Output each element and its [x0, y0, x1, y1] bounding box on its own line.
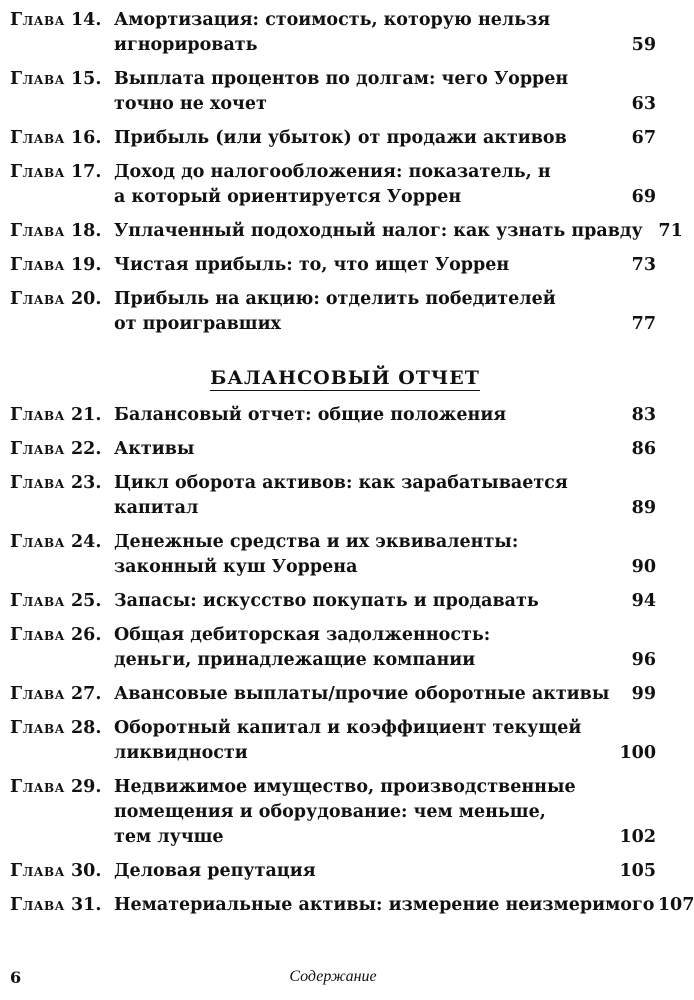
chapter-label	[10, 253, 114, 278]
chapter-title-line: помещения и оборудование: чем меньше,	[114, 802, 546, 822]
chapter-label	[10, 8, 114, 33]
chapter-title	[114, 8, 616, 58]
chapter-title	[114, 126, 616, 151]
chapter-title	[114, 589, 616, 614]
chapter-word: Глава	[10, 861, 65, 881]
page-ref: 71	[658, 221, 683, 241]
chapter-title-line: Оборотный капитал и коэффициент текущей	[114, 718, 582, 738]
chapter-label	[10, 126, 114, 151]
page-number: 6	[10, 968, 22, 987]
chapter-word: Глава	[10, 255, 65, 275]
toc-entry	[10, 530, 656, 580]
chapter-title	[114, 160, 616, 210]
page-ref: 100	[619, 743, 656, 763]
chapter-number: 27.	[70, 684, 102, 704]
page-ref: 99	[631, 684, 656, 704]
chapter-word: Глава	[10, 405, 65, 425]
chapter-title	[114, 67, 616, 117]
chapter-title	[114, 437, 616, 462]
page-ref: 94	[631, 591, 656, 611]
chapter-label	[10, 160, 114, 185]
chapter-number: 25.	[70, 591, 102, 611]
running-title: Содержание	[289, 968, 377, 985]
page-footer	[10, 968, 656, 992]
chapter-number: 15.	[70, 69, 102, 89]
chapter-title-line: Выплата процентов по долгам: чего Уоррен	[114, 69, 569, 89]
page-ref: 63	[631, 94, 656, 114]
toc-entry	[10, 287, 656, 337]
page-ref: 89	[631, 498, 656, 518]
chapter-number: 16.	[70, 128, 102, 148]
toc-entry	[10, 126, 656, 151]
toc-entry	[10, 253, 656, 278]
chapter-title-line: Авансовые выплаты/прочие оборотные активы	[114, 684, 610, 704]
chapter-title-line: капитал	[114, 498, 199, 518]
chapter-number: 23.	[70, 473, 102, 493]
chapter-title	[114, 775, 616, 850]
chapter-title-line: от проигравших	[114, 314, 281, 334]
toc-entry	[10, 471, 656, 521]
chapter-word: Глава	[10, 777, 65, 797]
chapter-word: Глава	[10, 128, 65, 148]
chapter-title-line: Нематериальные активы: измерение неизмеримого	[114, 895, 655, 915]
chapter-title	[114, 287, 616, 337]
toc-entry	[10, 716, 656, 766]
chapter-title-line: точно не хочет	[114, 94, 267, 114]
chapter-word: Глава	[10, 473, 65, 493]
chapter-title	[114, 253, 616, 278]
chapter-label	[10, 682, 114, 707]
page-ref: 90	[631, 557, 656, 577]
chapter-title-line: ликвидности	[114, 743, 248, 763]
chapter-number: 22.	[70, 439, 102, 459]
page-ref: 83	[631, 405, 656, 425]
chapter-number: 31.	[70, 895, 102, 915]
toc-part-balance	[10, 403, 694, 918]
chapter-number: 17.	[70, 162, 102, 182]
chapter-title-line: Амортизация: стоимость, которую нельзя	[114, 10, 551, 30]
page-ref: 69	[631, 187, 656, 207]
chapter-label	[10, 716, 114, 741]
chapter-title-line: деньги, принадлежащие компании	[114, 650, 476, 670]
toc-entry	[10, 67, 656, 117]
toc-entry	[10, 160, 656, 210]
toc-entry	[10, 589, 656, 614]
toc-entry	[10, 893, 694, 918]
section-heading	[10, 367, 656, 389]
chapter-title-line: Денежные средства и их эквиваленты:	[114, 532, 519, 552]
chapter-title-line: Уплаченный подоходный налог: как узнать правду	[114, 221, 643, 241]
chapter-number: 21.	[70, 405, 102, 425]
chapter-title-line: а который ориентируется Уоррен	[114, 187, 462, 207]
toc-entry	[10, 219, 683, 244]
chapter-word: Глава	[10, 10, 65, 30]
chapter-word: Глава	[10, 69, 65, 89]
chapter-number: 24.	[70, 532, 102, 552]
chapter-label	[10, 67, 114, 92]
chapter-word: Глава	[10, 221, 65, 241]
chapter-title-line: игнорировать	[114, 35, 258, 55]
chapter-title-line: тем лучше	[114, 827, 224, 847]
chapter-title-line: Запасы: искусство покупать и продавать	[114, 591, 539, 611]
toc-entry	[10, 859, 656, 884]
chapter-label	[10, 589, 114, 614]
page-ref: 96	[631, 650, 656, 670]
page-ref: 73	[631, 255, 656, 275]
chapter-word: Глава	[10, 591, 65, 611]
chapter-number: 19.	[70, 255, 102, 275]
toc-entry	[10, 775, 656, 850]
chapter-number: 18.	[70, 221, 102, 241]
chapter-title	[114, 859, 616, 884]
chapter-title-line: Недвижимое имущество, производственные	[114, 777, 576, 797]
chapter-title	[114, 530, 616, 580]
chapter-title-line: законный куш Уоррена	[114, 557, 358, 577]
page-ref: 67	[631, 128, 656, 148]
chapter-word: Глава	[10, 439, 65, 459]
chapter-title-line: Прибыль на акцию: отделить победителей	[114, 289, 556, 309]
page-ref: 77	[631, 314, 656, 334]
chapter-title	[114, 623, 616, 673]
page-ref: 105	[619, 861, 656, 881]
chapter-number: 28.	[70, 718, 102, 738]
toc-part-income	[10, 8, 683, 337]
chapter-label	[10, 219, 114, 244]
chapter-title	[114, 893, 654, 918]
chapter-number: 14.	[70, 10, 102, 30]
toc-entry	[10, 623, 656, 673]
toc-entry	[10, 437, 656, 462]
chapter-label	[10, 437, 114, 462]
chapter-word: Глава	[10, 532, 65, 552]
chapter-word: Глава	[10, 625, 65, 645]
toc-entry	[10, 403, 656, 428]
toc-entry	[10, 682, 656, 707]
toc-entry	[10, 8, 656, 58]
chapter-number: 20.	[70, 289, 102, 309]
table-of-contents	[10, 8, 694, 927]
page-ref: 107	[657, 895, 694, 915]
chapter-title-line: Доход до налогообложения: показатель, н	[114, 162, 551, 182]
chapter-title	[114, 682, 616, 707]
chapter-title-line: Чистая прибыль: то, что ищет Уоррен	[114, 255, 510, 275]
chapter-label	[10, 893, 114, 918]
chapter-label	[10, 471, 114, 496]
chapter-number: 29.	[70, 777, 102, 797]
chapter-label	[10, 287, 114, 312]
chapter-label	[10, 775, 114, 800]
chapter-title	[114, 219, 643, 244]
chapter-word: Глава	[10, 289, 65, 309]
page-ref: 102	[619, 827, 656, 847]
chapter-title	[114, 471, 616, 521]
chapter-number: 30.	[70, 861, 102, 881]
chapter-word: Глава	[10, 718, 65, 738]
chapter-label	[10, 403, 114, 428]
chapter-title-line: Цикл оборота активов: как зарабатывается	[114, 473, 568, 493]
chapter-title	[114, 716, 616, 766]
chapter-number: 26.	[70, 625, 102, 645]
page-ref: 86	[631, 439, 656, 459]
chapter-word: Глава	[10, 684, 65, 704]
chapter-word: Глава	[10, 162, 65, 182]
chapter-title-line: Деловая репутация	[114, 861, 316, 881]
chapter-title	[114, 403, 616, 428]
chapter-word: Глава	[10, 895, 65, 915]
chapter-title-line: Общая дебиторская задолженность:	[114, 625, 491, 645]
chapter-label	[10, 530, 114, 555]
chapter-title-line: Активы	[114, 439, 195, 459]
chapter-title-line: Балансовый отчет: общие положения	[114, 405, 507, 425]
page-ref: 59	[631, 35, 656, 55]
section-heading-text: БАЛАНСОВЫЙ ОТЧЕТ	[210, 367, 480, 389]
chapter-title-line: Прибыль (или убыток) от продажи активов	[114, 128, 567, 148]
chapter-label	[10, 623, 114, 648]
chapter-label	[10, 859, 114, 884]
